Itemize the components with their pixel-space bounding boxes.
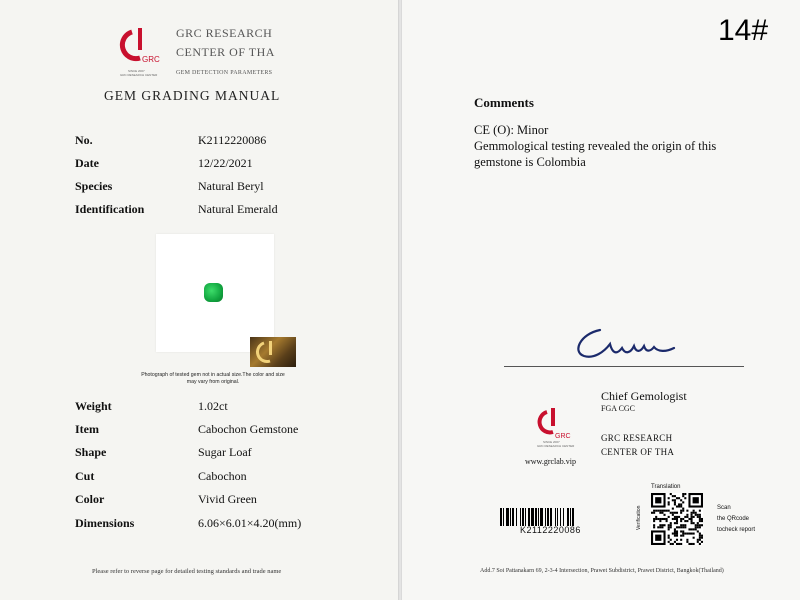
manual-title: GEM GRADING MANUAL	[104, 88, 281, 103]
logo-tiny-line2: GRC RESEARCH CENTER	[537, 444, 575, 448]
brand-line2: CENTER OF THA	[176, 45, 275, 59]
barcode	[500, 508, 612, 526]
brand-line2-right: CENTER OF THA	[601, 447, 675, 457]
comments-heading: Comments	[474, 95, 534, 110]
signature-line	[504, 366, 744, 367]
chief-title: Chief Gemologist	[601, 389, 687, 403]
scan-line: tocheck report	[717, 527, 756, 533]
logo-tiny-line1: SINCE 2007	[128, 69, 145, 73]
field-label: Weight	[75, 399, 112, 413]
photo-caption: Photograph of tested gem not in actual size.The color and size may vary from original.	[141, 372, 285, 385]
field-value: Cabochon Gemstone	[198, 422, 299, 436]
field-label: Color	[75, 492, 105, 506]
logo-tiny-line1: SINCE 2007	[543, 440, 560, 444]
field-label: Item	[75, 422, 99, 436]
qr-code[interactable]	[651, 493, 703, 545]
emerald-gem	[204, 283, 223, 302]
brand-subtitle: GEM DETECTION PARAMETERS	[176, 70, 273, 76]
hologram-logo-icon	[250, 337, 296, 367]
barcode-number: K2112220086	[520, 525, 581, 535]
brand-line1-right: GRC RESEARCH	[601, 433, 673, 443]
comment-line: Gemmological testing revealed the origin of this	[474, 139, 717, 153]
field-label: Date	[75, 156, 99, 170]
field-value: K2112220086	[198, 133, 267, 147]
grc-logo-icon	[535, 404, 579, 444]
website-link[interactable]: www.grclab.vip	[525, 457, 577, 466]
translation-label: Translation	[651, 484, 681, 490]
field-label: Cut	[75, 469, 95, 483]
field-value: Vivid Green	[198, 492, 257, 506]
field-value: Natural Beryl	[198, 179, 264, 193]
logo-mark-text: GRC	[142, 55, 160, 64]
address-footer: Add.7 Soi Pattanakarn 69, 2-3-4 Intersection, Prawet Subdistrict, Prawet District, Bangkok(Thailand)	[480, 568, 724, 574]
brand-line1: GRC RESEARCH	[176, 26, 273, 40]
field-label: Dimensions	[75, 516, 135, 530]
logo-tiny-line2: GRC RESEARCH CENTER	[120, 73, 158, 77]
field-value: 12/22/2021	[198, 156, 253, 170]
grc-logo	[118, 24, 160, 76]
field-label: No.	[75, 133, 93, 147]
gem-photo	[156, 234, 274, 352]
comment-line: gemstone is Colombia	[474, 155, 586, 169]
signature	[570, 322, 690, 364]
verification-label: Verification	[636, 505, 642, 530]
hologram-sticker	[250, 337, 296, 367]
field-value: Sugar Loaf	[198, 445, 252, 459]
comment-line: CE (O): Minor	[474, 123, 549, 137]
number-tag: 14#	[718, 14, 769, 47]
chief-credentials: FGA CGC	[601, 404, 636, 413]
field-label: Species	[75, 179, 113, 193]
signature-text: Carrie	[570, 322, 573, 323]
scan-line: the QRcode	[717, 516, 750, 522]
field-value: 1.02ct	[198, 399, 228, 413]
scan-line: Scan	[717, 505, 731, 511]
left-page	[0, 0, 398, 600]
grc-logo-right	[535, 404, 579, 452]
field-label: Shape	[75, 445, 107, 459]
left-footer-note: Please refer to reverse page for detailed testing standards and trade name	[92, 568, 282, 575]
field-value: Natural Emerald	[198, 202, 278, 216]
field-value: 6.06×6.01×4.20(mm)	[198, 516, 302, 530]
grc-logo-icon	[118, 24, 160, 68]
field-label: Identification	[75, 202, 145, 216]
field-value: Cabochon	[198, 469, 247, 483]
logo-mark-text: GRC	[555, 433, 571, 440]
